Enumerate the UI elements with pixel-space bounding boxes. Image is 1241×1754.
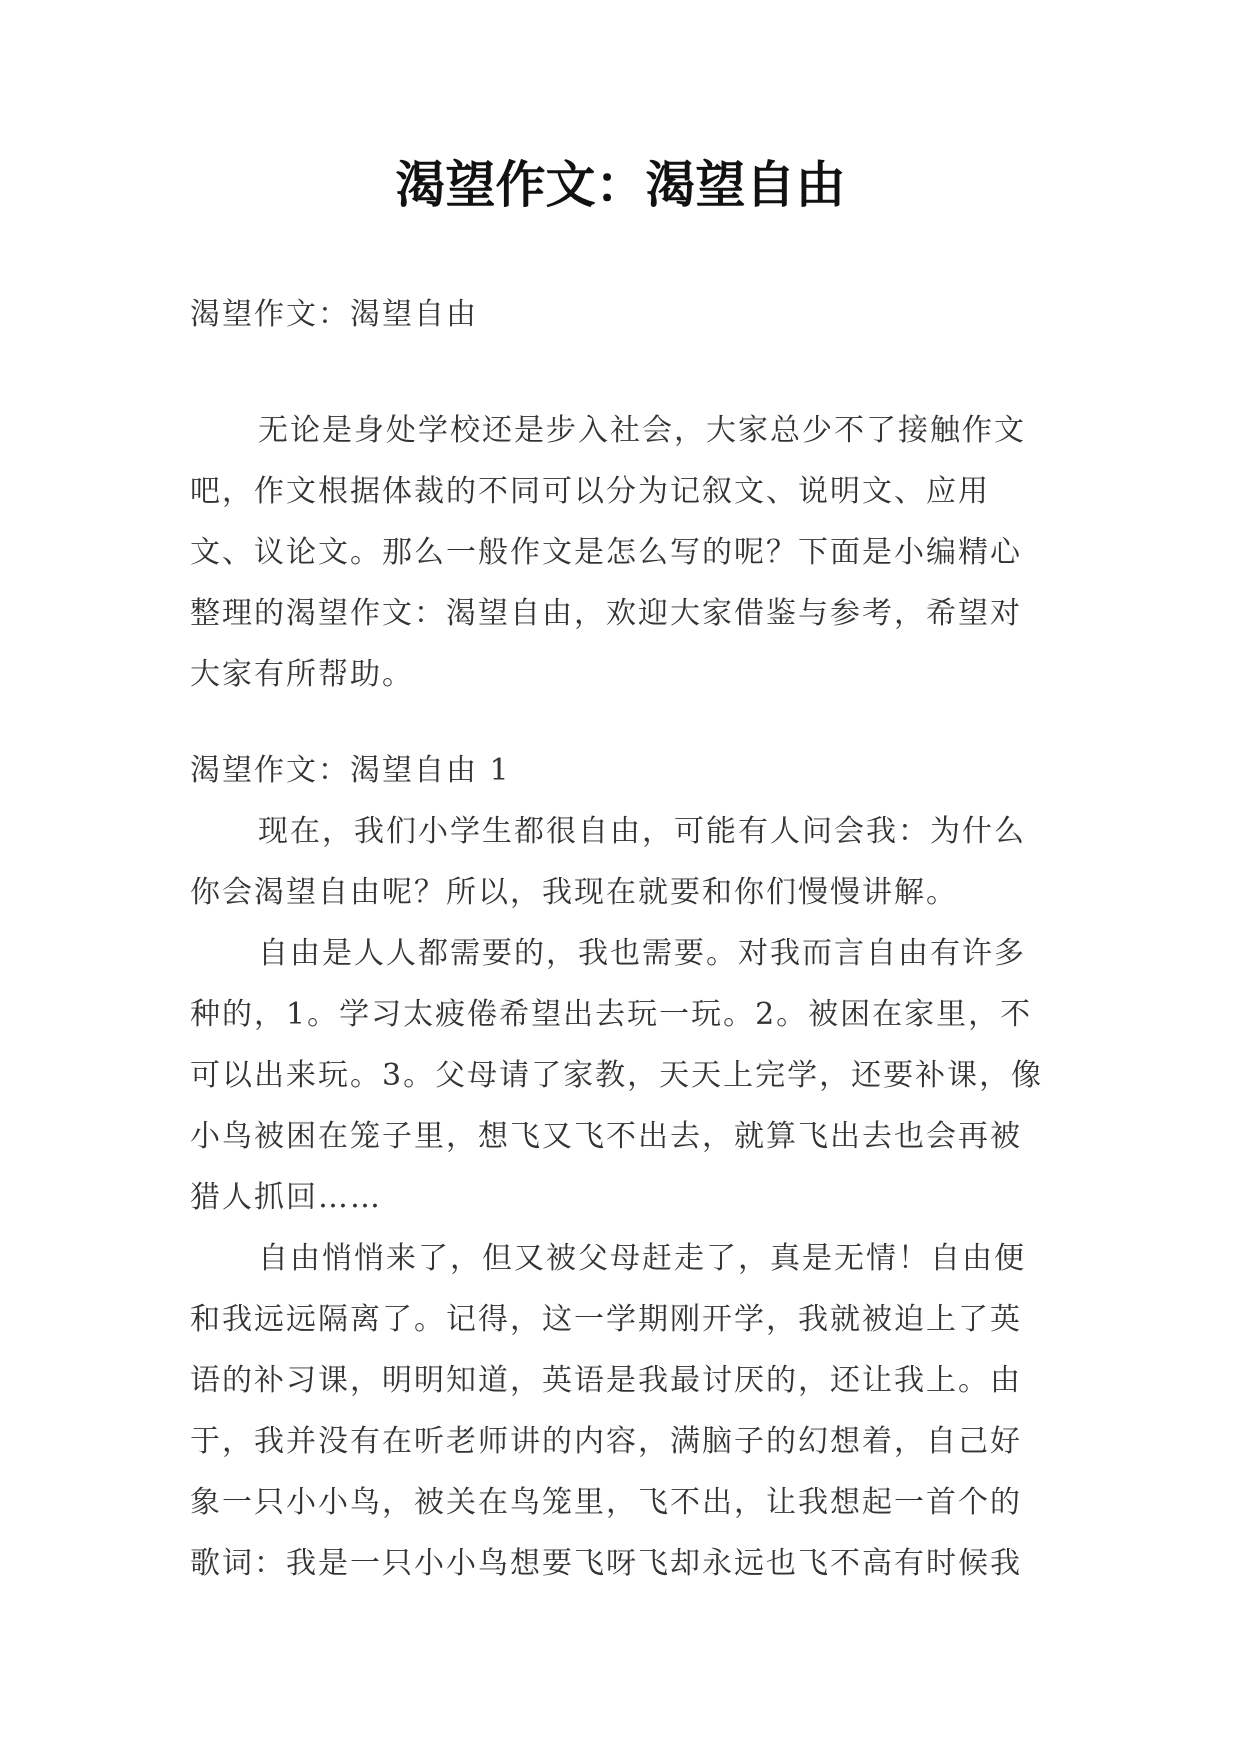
section-heading-text: 渴望作文：渴望自由 1 bbox=[190, 753, 511, 788]
essay-paragraph: 自由悄悄来了，但又被父母赶走了，真是无情！自由便和我远远隔离了。记得，这一学期刚开学，我就被迫上了英语的补习课，明明知道，英语是我最讨厌的，还让我上。由于，我并没有在听老师讲的内容，满脑子的幻想着，自己好象一只小小鸟，被关在鸟笼里，飞不出，让我想起一首个的歌词：我是一只小小鸟想要飞呀飞却永远也飞不高有时候我 bbox=[190, 1241, 1026, 1581]
essay-paragraph: 现在，我们小学生都很自由，可能有人问会我：为什么你会渴望自由呢？所以，我现在就要和你们慢慢讲解。 bbox=[190, 814, 1026, 910]
document-title: 渴望作文：渴望自由 bbox=[395, 155, 846, 214]
essay-paragraph: 自由是人人都需要的，我也需要。对我而言自由有许多种的，1。学习太疲倦希望出去玩一玩。2。被困在家里，不可以出来玩。3。父母请了家教，天天上完学，还要补课，像小鸟被困在笼子里，想飞又飞不出去，就算飞出去也会再被猎人抓回…… bbox=[190, 936, 1044, 1215]
intro-paragraph bbox=[190, 400, 1052, 705]
essay-body bbox=[190, 801, 1052, 1594]
intro-text: 无论是身处学校还是步入社会，大家总少不了接触作文吧，作文根据体裁的不同可以分为记叙文、说明文、应用文、议论文。那么一般作文是怎么写的呢？下面是小编精心整理的渴望作文：渴望自由，欢迎大家借鉴与参考，希望对大家有所帮助。 bbox=[190, 413, 1026, 692]
document-subtitle bbox=[190, 284, 1052, 345]
section-heading bbox=[190, 740, 1052, 801]
subtitle-text: 渴望作文：渴望自由 bbox=[190, 297, 478, 332]
